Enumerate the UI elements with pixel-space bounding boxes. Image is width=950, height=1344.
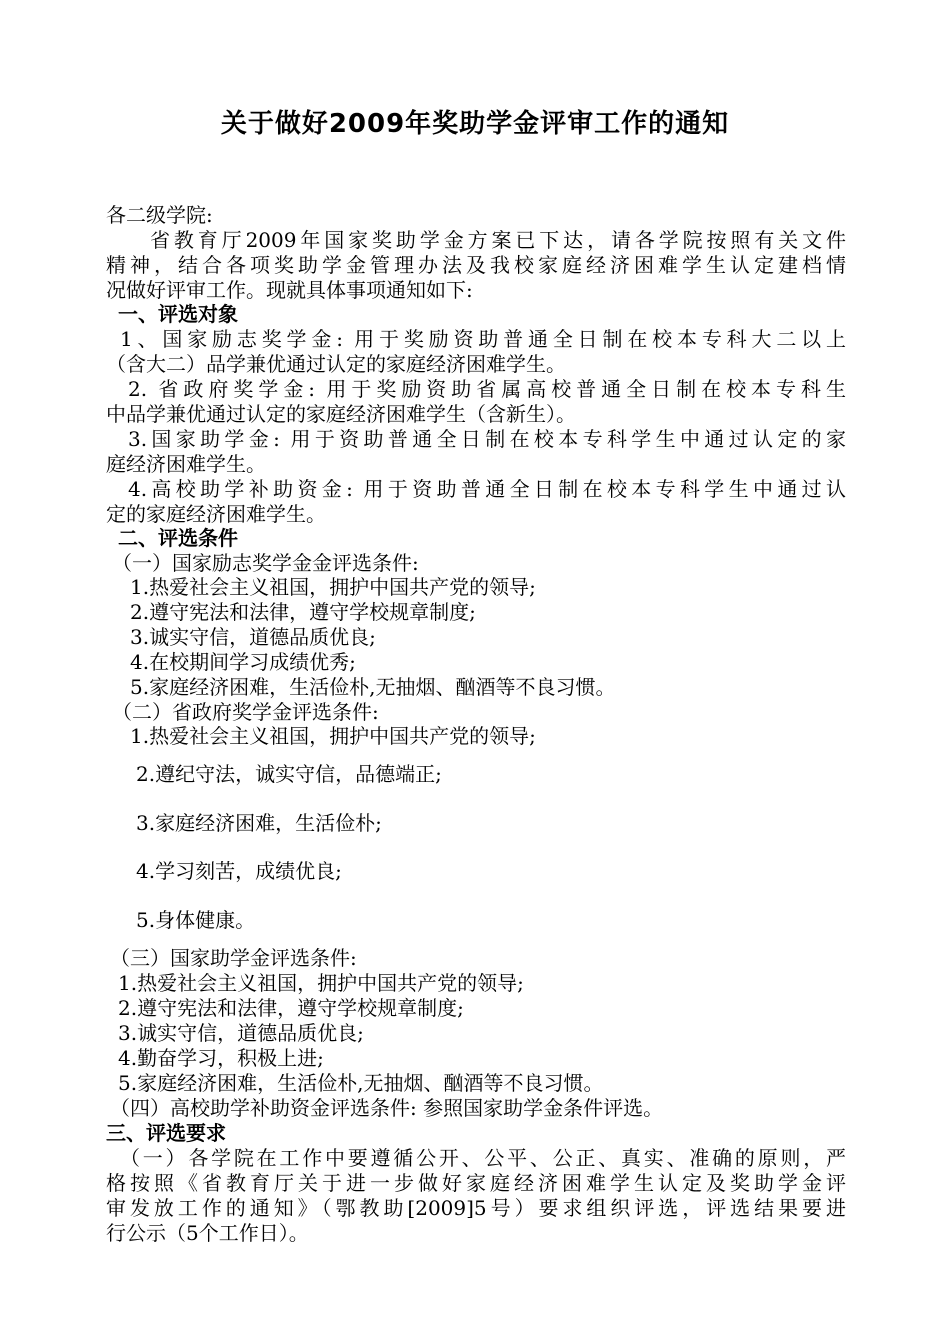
section-heading: 二、评选条件	[118, 526, 238, 550]
body-line: 况做好评审工作。现就具体事项通知如下:	[106, 278, 473, 302]
list-item: 5.家庭经济困难，生活俭朴,无抽烟、酗酒等不良习惯。	[118, 1071, 604, 1095]
list-item: 1.热爱社会主义祖国，拥护中国共产党的领导;	[130, 575, 536, 599]
body-line: 行公示（5个工作日）。	[106, 1221, 309, 1245]
section-heading: 一、评选对象	[118, 302, 238, 326]
list-item: 4.勤奋学习，积极上进;	[118, 1046, 324, 1070]
list-item: 2.遵守宪法和法律，遵守学校规章制度;	[118, 996, 464, 1020]
list-item: 4.在校期间学习成绩优秀;	[130, 650, 356, 674]
subsection-heading: （一）国家励志奖学金金评选条件:	[112, 551, 419, 575]
body-line: 2. 省政府奖学金: 用于奖励资助省属高校普通全日制在校本专科生	[128, 377, 846, 401]
list-item: 3.诚实守信，道德品质优良;	[130, 625, 376, 649]
list-item: 5.家庭经济困难，生活俭朴,无抽烟、酗酒等不良习惯。	[130, 675, 616, 699]
subsection-heading: （三）国家助学金评选条件:	[110, 946, 357, 970]
subsection-heading: （二）省政府奖学金评选条件:	[112, 700, 379, 724]
list-item: 5.身体健康。	[136, 908, 256, 932]
body-line: 4.高校助学补助资金: 用于资助普通全日制在校本专科学生中通过认	[128, 477, 846, 501]
salutation: 各二级学院:	[106, 203, 213, 227]
body-line: 审发放工作的通知》（鄂教助[2009]5号）要求组织评选，评选结果要进	[106, 1196, 846, 1220]
body-line: 精神，结合各项奖助学金管理办法及我校家庭经济困难学生认定建档情	[106, 253, 846, 277]
list-item: 3.诚实守信，道德品质优良;	[118, 1021, 364, 1045]
body-line: 庭经济困难学生。	[106, 452, 266, 476]
list-item: 2.遵守宪法和法律，遵守学校规章制度;	[130, 600, 476, 624]
body-line: 格按照《省教育厅关于进一步做好家庭经济困难学生认定及奖助学金评	[106, 1171, 846, 1195]
body-line: 1、国家励志奖学金: 用于奖励资助普通全日制在校本专科大二以上	[120, 327, 846, 351]
body-line: （含大二）品学兼优通过认定的家庭经济困难学生。	[106, 352, 566, 376]
list-item: 3.家庭经济困难，生活俭朴;	[136, 811, 382, 835]
body-line: （一）各学院在工作中要遵循公开、公平、公正、真实、准确的原则，严	[120, 1146, 846, 1170]
body-line: 省教育厅2009年国家奖助学金方案已下达，请各学院按照有关文件	[150, 228, 846, 252]
body-line: 3.国家助学金: 用于资助普通全日制在校本专科学生中通过认定的家	[128, 427, 846, 451]
subsection-heading: （四）高校助学补助资金评选条件: 参照国家助学金条件评选。	[110, 1096, 664, 1120]
list-item: 1.热爱社会主义祖国，拥护中国共产党的领导;	[130, 724, 536, 748]
list-item: 2.遵纪守法，诚实守信，品德端正;	[136, 762, 442, 786]
list-item: 1.热爱社会主义祖国，拥护中国共产党的领导;	[118, 971, 524, 995]
body-line: 中品学兼优通过认定的家庭经济困难学生（含新生）。	[106, 402, 576, 426]
section-heading: 三、评选要求	[106, 1121, 226, 1145]
list-item: 4.学习刻苦，成绩优良;	[136, 859, 342, 883]
page-title: 关于做好2009年奖助学金评审工作的通知	[220, 109, 730, 139]
body-line: 定的家庭经济困难学生。	[106, 502, 326, 526]
